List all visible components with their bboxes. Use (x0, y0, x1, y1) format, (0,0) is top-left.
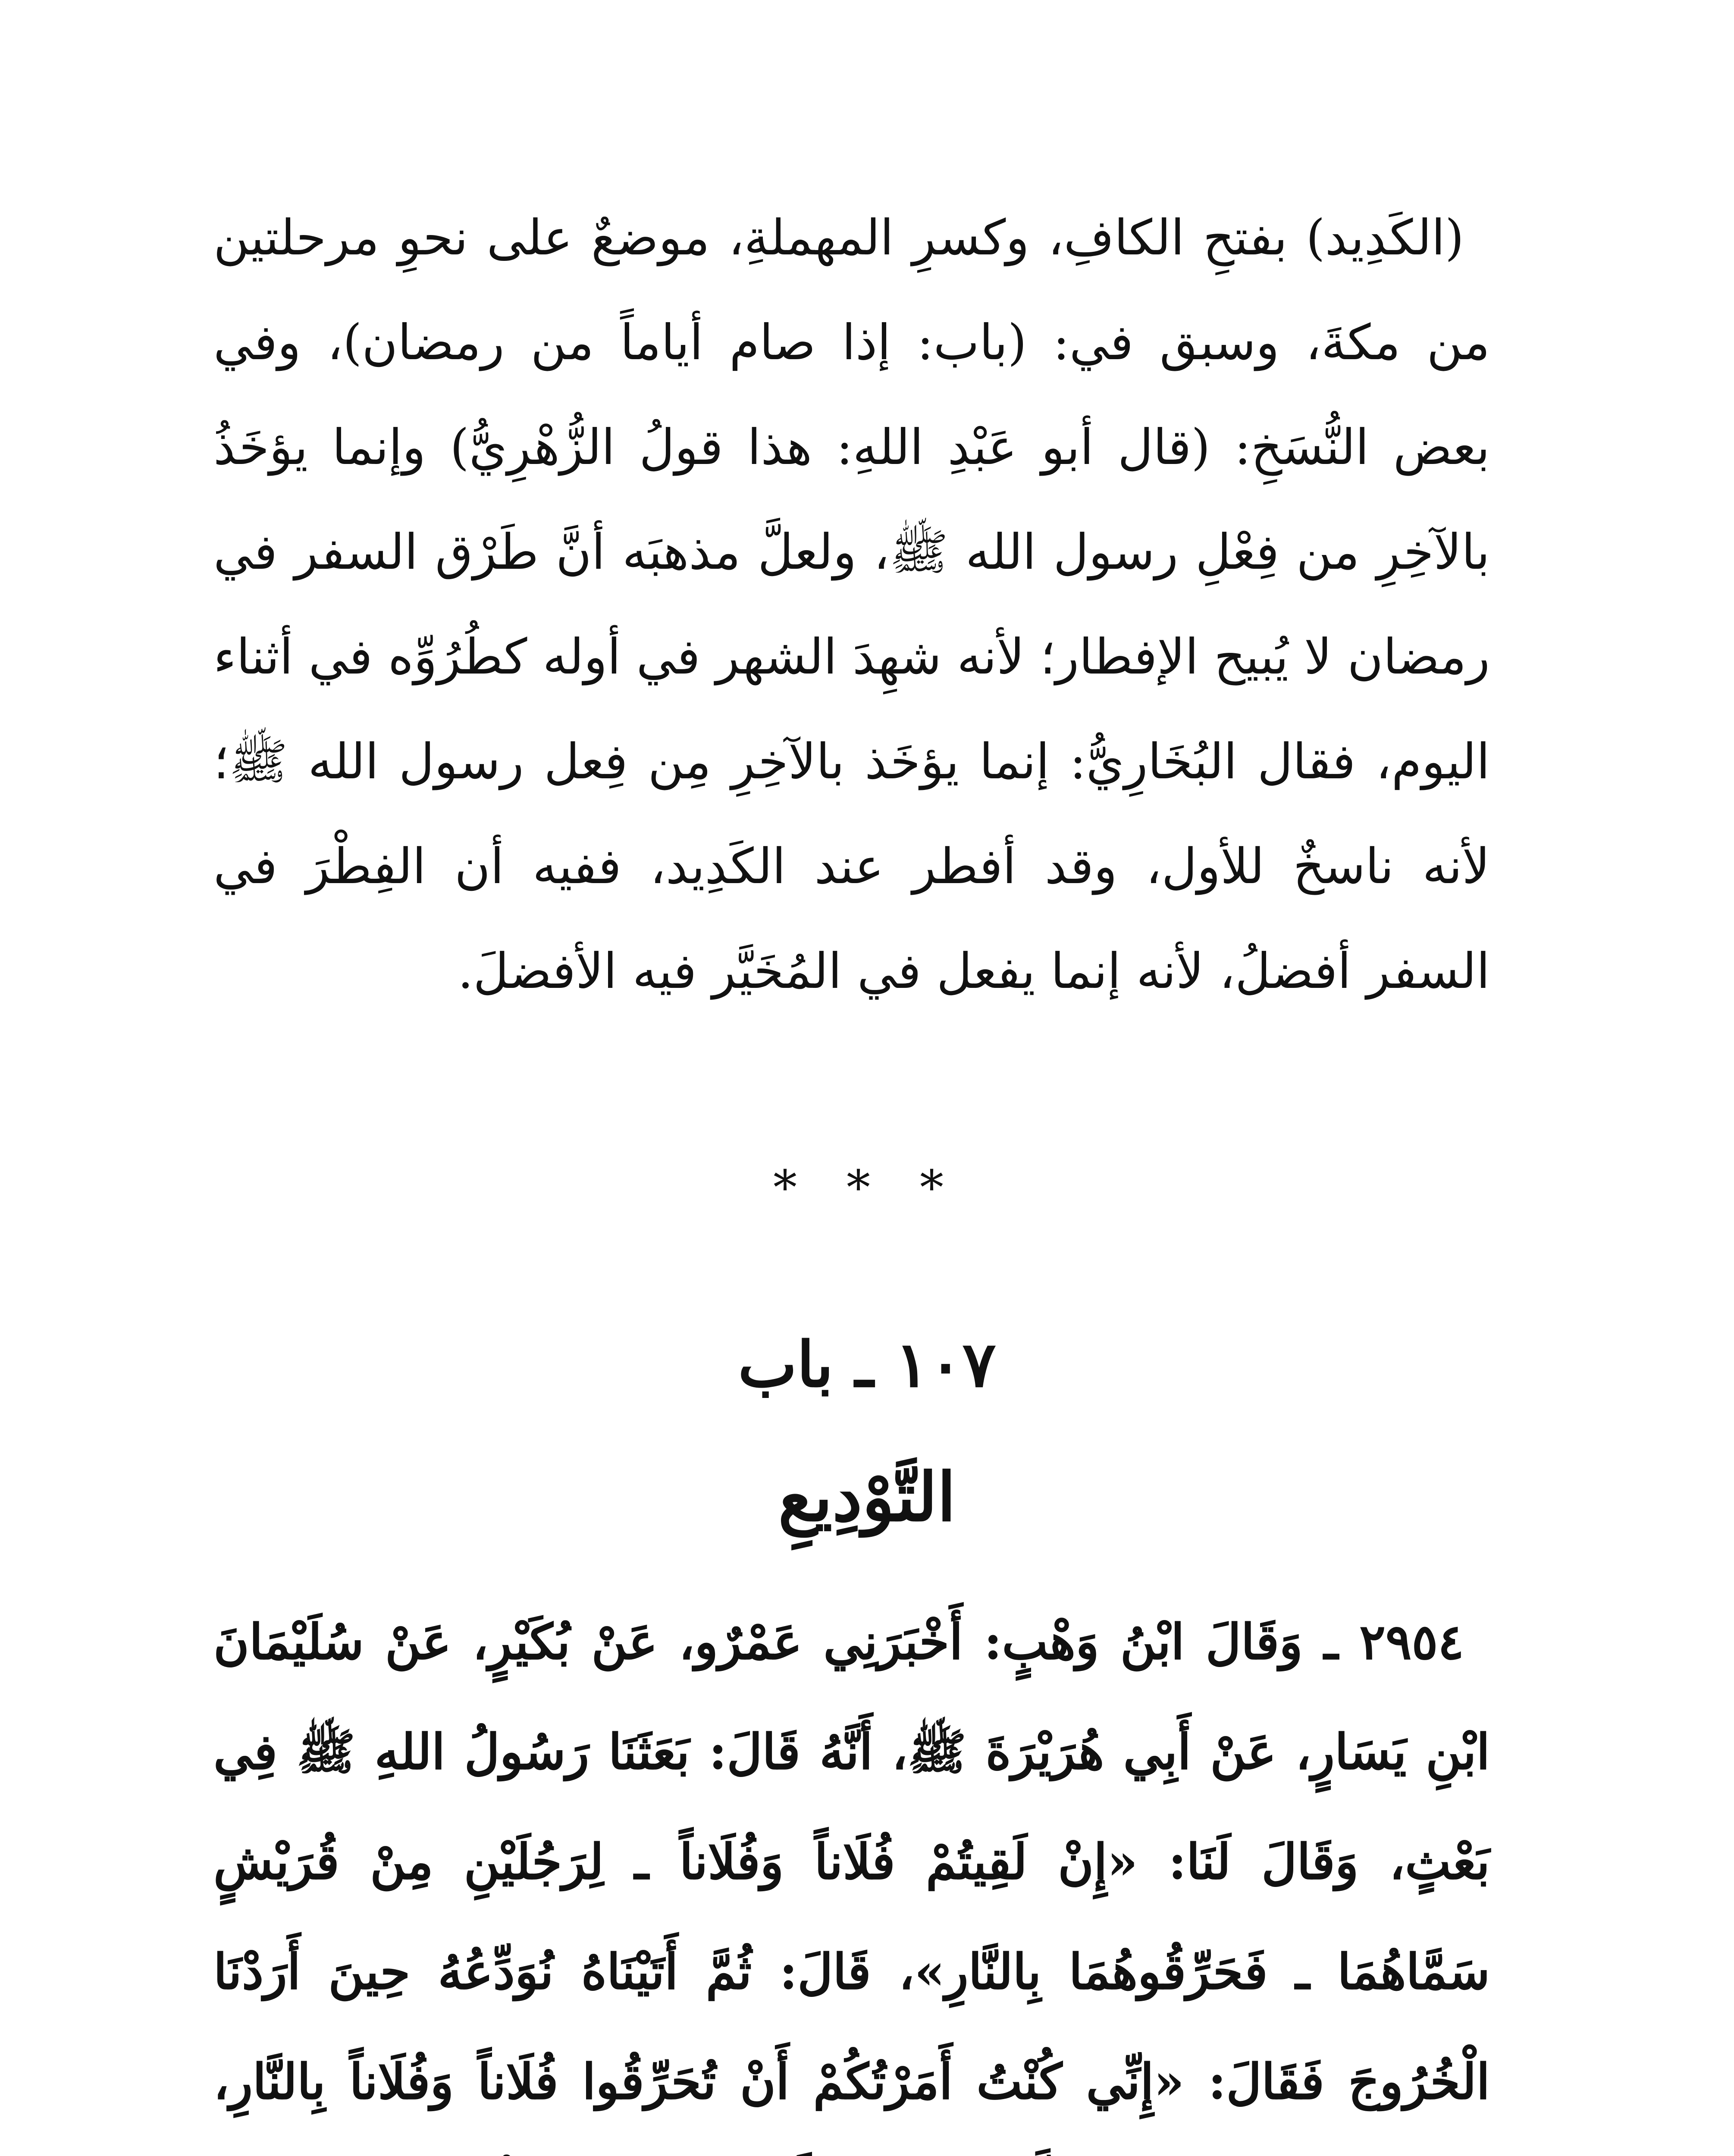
hadith-text: ٢٩٥٤ ـ وَقَالَ ابْنُ وَهْبٍ: أَخْبَرَنِي عَمْرٌو، عَنْ بُكَيْرٍ، عَنْ سُلَيْمَانَ ابْنِ يَسَارٍ، عَنْ أَبِي هُرَيْرَةَ ﷺ، أَنَّهُ قَالَ: بَعَثَنَا رَسُولُ اللهِ ﷺ فِي بَعْثٍ، وَقَالَ لَنَا: «إِنْ لَقِيتُمْ فُلَاناً وَفُلَاناً ـ لِرَجُلَيْنِ مِنْ قُرَيْشٍ سَمَّاهُمَا ـ فَحَرِّقُوهُمَا بِالنَّارِ»، قَالَ: ثُمَّ أَتَيْنَاهُ نُوَدِّعُهُ حِينَ أَرَدْنَا الْخُرُوجَ فَقَالَ: «إِنِّي كُنْتُ أَمَرْتُكُمْ أَنْ تُحَرِّقُوا فُلَاناً وَفُلَاناً بِالنَّارِ، (213, 1613, 1490, 2110)
commentary-paragraph: (الكَدِيد) بفتحِ الكافِ، وكسرِ المهملةِ، موضعٌ على نحوِ مرحلتين من مكةَ، وسبق في: (باب: إذا صام أياماً من رمضان)، وفي بعض النُّسَخِ: (قال أبو عَبْدِ اللهِ: هذا قولُ الزُّهْرِيُّ) وإنما يؤخَذُ بالآخِرِ من فِعْلِ رسول الله ﷺ، ولعلَّ مذهبَه أنَّ طَرْق السفر في رمضان لا يُبيح الإفطار؛ لأنه شهِدَ الشهر في أوله كطُرُوِّه في أثناء اليوم، فقال البُخَارِيُّ: إنما يؤخَذ بالآخِرِ مِن فِعل رسول الله ﷺ؛ لأنه ناسخٌ للأول، وقد أفطر عند الكَدِيد، ففيه أن الفِطْرَ في السفر أفضلُ، لأنه إنما يفعل في المُخَيَّر فيه الأفضلَ. (213, 209, 1490, 1000)
section-separator: * * * (773, 1160, 961, 1215)
chapter-heading: ١٠٧ ـ باب (738, 1328, 996, 1401)
chapter-title: التَّوْدِيعِ (778, 1457, 956, 1536)
hadith-block (213, 1587, 1490, 2156)
commentary-block (213, 185, 1490, 1024)
